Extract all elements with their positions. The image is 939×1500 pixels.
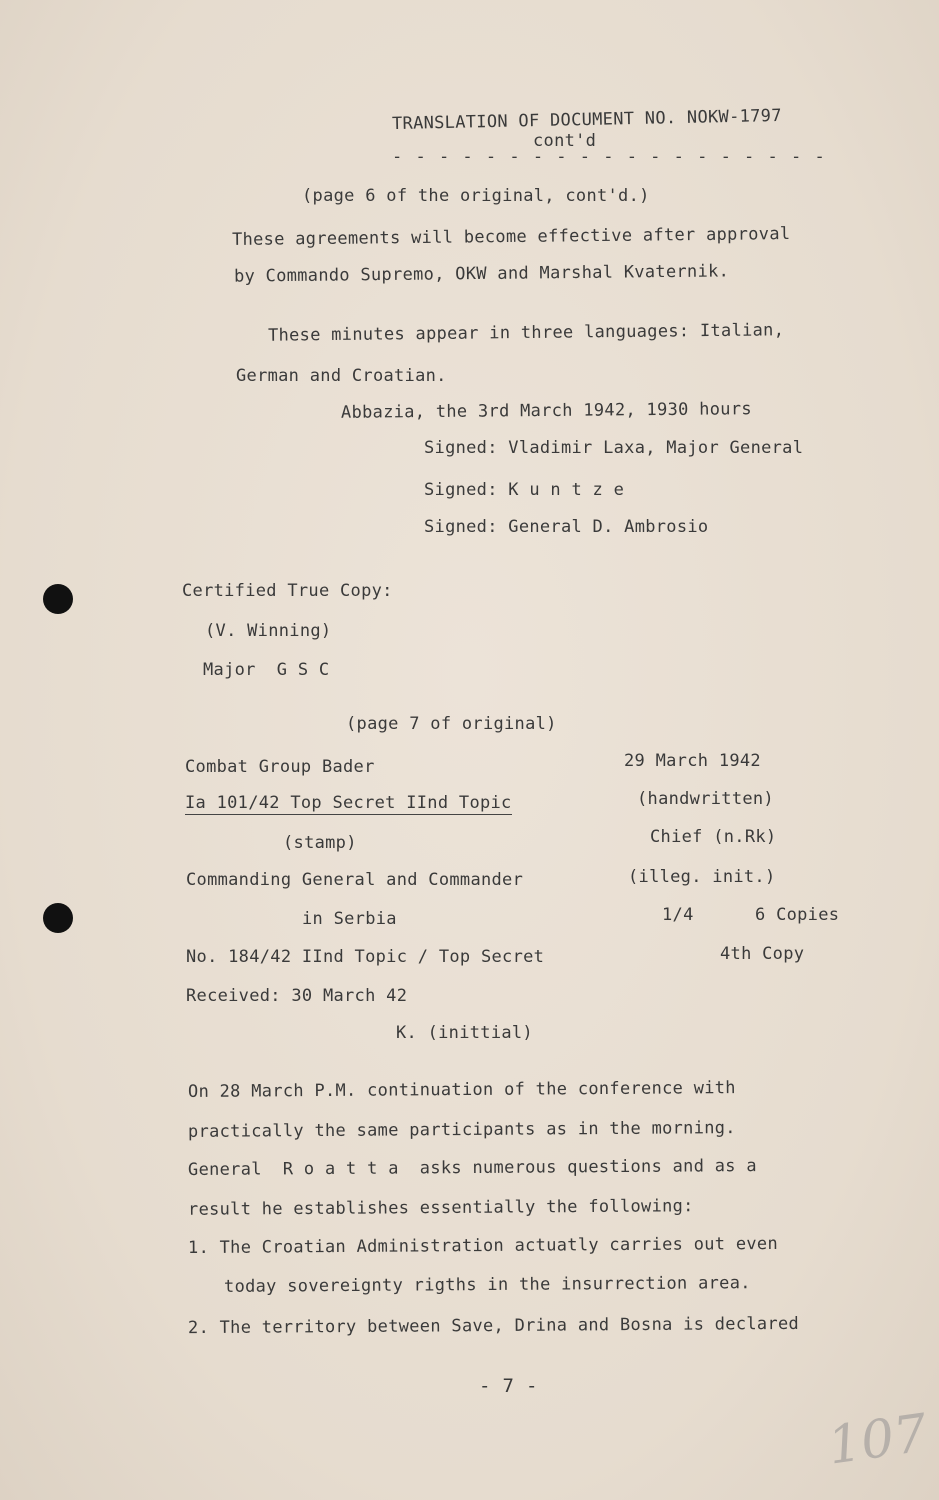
page-note-6: (page 6 of the original, cont'd.) bbox=[302, 186, 650, 206]
punch-hole bbox=[43, 584, 73, 614]
paragraph-line: German and Croatian. bbox=[236, 366, 447, 386]
signature-line: Signed: K u n t z e bbox=[424, 480, 625, 500]
page-note-7: (page 7 of original) bbox=[346, 714, 557, 734]
list-item-continued: today sovereignty rigths in the insurrection area. bbox=[223, 1273, 751, 1297]
list-item: 2. The territory between Save, Drina and Bosna is declared bbox=[187, 1313, 800, 1339]
paragraph-line: These minutes appear in three languages: Italian, bbox=[267, 320, 785, 346]
document-number: No. 184/42 IInd Topic / Top Secret bbox=[186, 947, 545, 967]
letter-date: 29 March 1942 bbox=[624, 751, 761, 771]
signature-line: Signed: General D. Ambrosio bbox=[424, 517, 709, 537]
body-line: practically the same participants as in the morning. bbox=[187, 1118, 736, 1142]
initial-note: K. (inittial) bbox=[396, 1023, 533, 1043]
copy-fraction: 1/4 bbox=[662, 905, 694, 925]
chief-note: Chief (n.Rk) bbox=[650, 827, 777, 847]
certification-label: Certified True Copy: bbox=[182, 581, 393, 601]
body-line: result he establishes essentially the following: bbox=[187, 1196, 694, 1220]
stamp-note: (stamp) bbox=[283, 833, 357, 853]
certifier-name: (V. Winning) bbox=[205, 621, 332, 641]
place-date: Abbazia, the 3rd March 1942, 1930 hours bbox=[340, 399, 752, 423]
handwritten-page-number: 107 bbox=[824, 1403, 931, 1477]
addressee-location: in Serbia bbox=[302, 909, 397, 929]
copy-count: 6 Copies bbox=[755, 905, 840, 925]
illegible-initials: (illeg. init.) bbox=[628, 867, 776, 887]
paragraph-line: These agreements will become effective after approval bbox=[231, 224, 791, 250]
document-subtitle: cont'd bbox=[533, 131, 597, 151]
page-number: - 7 - bbox=[479, 1375, 538, 1397]
body-line: General R o a t t a asks numerous questions and as a bbox=[187, 1156, 757, 1180]
copy-number: 4th Copy bbox=[720, 944, 805, 964]
list-item: 1. The Croatian Administration actuatly carries out even bbox=[187, 1233, 779, 1259]
signature-line: Signed: Vladimir Laxa, Major General bbox=[424, 438, 804, 458]
addressee: Commanding General and Commander bbox=[186, 870, 524, 890]
certifier-rank: Major G S C bbox=[203, 660, 330, 680]
reference-number: Ia 101/42 Top Secret IInd Topic bbox=[185, 793, 512, 813]
received-date: Received: 30 March 42 bbox=[186, 986, 408, 1006]
punch-hole bbox=[43, 903, 73, 933]
document-title: TRANSLATION OF DOCUMENT NO. NOKW-1797 bbox=[391, 105, 782, 135]
header-rule: - - - - - - - - - - - - - - - - - - - bbox=[392, 147, 827, 167]
body-line: On 28 March P.M. continuation of the conference with bbox=[187, 1078, 736, 1102]
unit-name: Combat Group Bader bbox=[185, 757, 375, 777]
paragraph-line: by Commando Supremo, OKW and Marshal Kvaternik. bbox=[233, 261, 730, 287]
handwritten-note: (handwritten) bbox=[637, 789, 774, 809]
